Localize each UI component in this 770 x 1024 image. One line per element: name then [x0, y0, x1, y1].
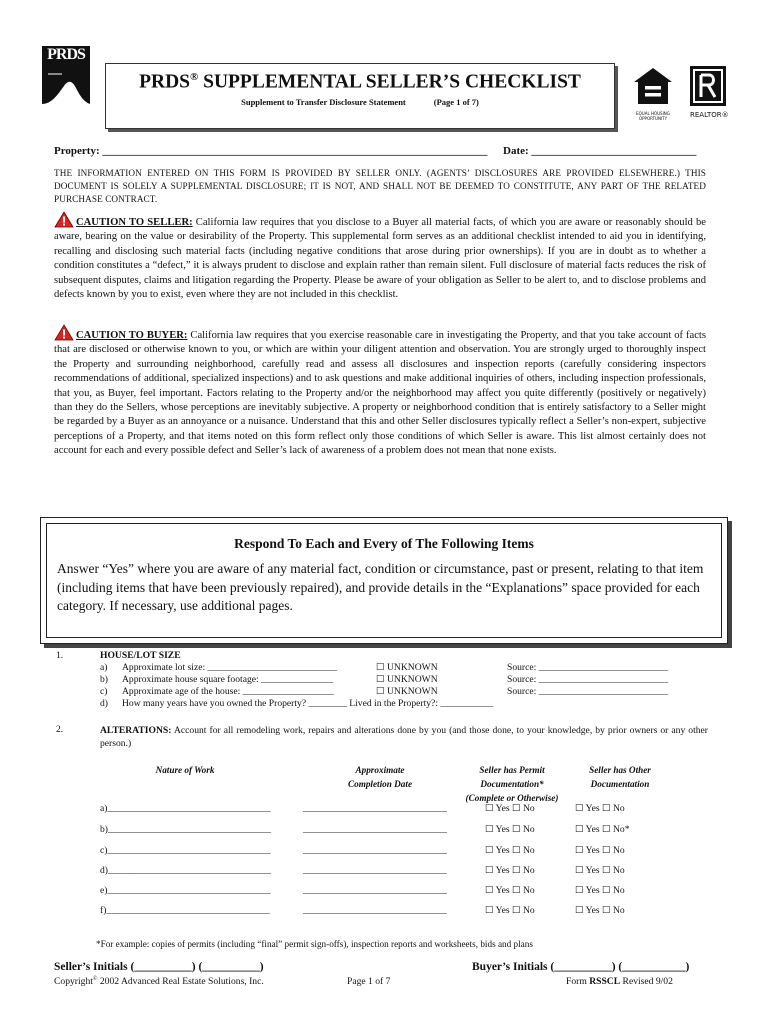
nature-of-work-field[interactable]: __________________________________: [107, 845, 271, 856]
lot-size-field[interactable]: Approximate lot size: ___________________________: [122, 662, 338, 673]
respond-title: Respond To Each and Every of The Following Items: [234, 536, 534, 551]
house-age-source-field[interactable]: Source: ___________________________: [507, 686, 669, 697]
page-subtitle: Supplement to Transfer Disclosure Statement (Page 1 of 7): [241, 97, 479, 107]
col-permit-documentation: Seller has Permit Documentation* (Complete or Otherwise): [465, 765, 559, 803]
other-doc-yes-no-checkbox[interactable]: ☐ Yes ☐ No*: [575, 824, 630, 835]
section-2-number: 2.: [56, 724, 64, 735]
other-doc-yes-no-checkbox[interactable]: ☐ Yes ☐ No: [575, 803, 625, 814]
copyright-notice: Copyright© 2002 Advanced Real Estate Solutions, Inc.: [54, 976, 264, 988]
section-1-row-c-letter: c): [100, 686, 108, 697]
completion-date-field[interactable]: ______________________________: [303, 885, 447, 896]
col-other-documentation: Seller has Other Documentation: [589, 765, 651, 789]
date-field[interactable]: Date: ______________________________: [503, 145, 697, 157]
respond-text: Answer “Yes” where you are aware of any material fact, condition or circumstance, past or present, relating to that item (including items that have been previously repaired), and provide details in the “Explanations” space provided for each category. If necessary, use additional pages.: [57, 561, 704, 613]
caution-buyer-text: California law requires that you exercise reasonable care in investigating the Property, and that you take account of facts that are disclosed or otherwise known to you, or which are within your diligent attention and observation. You are strongly urged to thoroughly inspect the Property and surrounding neighborhood, carefully read and assess all disclosures and inspection reports (carefully considering inspectors recommendations of additional, specialized inspections) and to ask questions and make additional inquiries of others, including inspection professionals, that you, as Buyer, feel important. Factors relating to the Property and/or the neighborhood may affect you quite differently (positively or negatively) than they do the Sellers, whose perceptions are inevitably subjective. A property or neighborhood condition that is entirely satisfactory to a Seller might be regarded by a Buyer as an annoyance or a nuisance. Understand that this and other Seller disclosures typically reflect a Seller’s non-expert, subjective perceptions of a Property, and that items noted on this form reflect only those conditions of which Seller is aware. This list almost certainly does not account for each and every possible defect and Seller’s lack of awareness of a problem does not mean that none exists.: [54, 330, 706, 457]
nature-of-work-field[interactable]: __________________________________: [108, 865, 272, 876]
alteration-row-d: d)__________________________________: [100, 865, 272, 876]
caution-seller-lead: CAUTION TO SELLER:: [76, 217, 193, 228]
completion-date-field[interactable]: ______________________________: [303, 845, 447, 856]
permit-yes-no-checkbox[interactable]: ☐ Yes ☐ No: [485, 845, 535, 856]
alterations-footnote: *For example: copies of permits (including “final” permit sign-offs), inspection reports and worksheets, bids and plans: [96, 939, 533, 949]
realtor-logo: REALTOR®: [690, 66, 734, 118]
alteration-row-f: f)__________________________________: [100, 905, 270, 916]
nature-of-work-field[interactable]: __________________________________: [106, 905, 270, 916]
logo-mountain-graphic: [42, 64, 90, 118]
seller-initials-field[interactable]: Seller’s Initials (__________) (__________): [54, 961, 264, 973]
col-completion-date: Approximate Completion Date: [347, 765, 413, 789]
house-sqft-field[interactable]: Approximate house square footage: _______________: [122, 674, 334, 685]
buyer-initials-field[interactable]: Buyer’s Initials (__________) (___________): [472, 961, 690, 973]
intro-disclaimer: THE INFORMATION ENTERED ON THIS FORM IS PROVIDED BY SELLER ONLY. (AGENTS’ DISCLOSURES ARE PROVIDED ELSEWHERE.) THIS DOCUMENT IS SOLELY A SUPPLEMENTAL DISCLOSURE; IT IS NOT, AND SHALL NOT BE DEEMED TO CONSTITUTE, ANY PART OF THE RELATED PURCHASE CONTRACT.: [54, 168, 706, 204]
page-number: Page 1 of 7: [347, 976, 391, 987]
permit-yes-no-checkbox[interactable]: ☐ Yes ☐ No: [485, 824, 535, 835]
section-2-intro: ALTERATIONS: Account for all remodeling work, repairs and alterations done by you (and those done, to your knowledge, by prior owners or any other person.): [100, 725, 708, 749]
section-1-row-a-letter: a): [100, 662, 108, 673]
permit-yes-no-checkbox[interactable]: ☐ Yes ☐ No: [485, 905, 535, 916]
caution-seller-text: California law requires that you disclose to a Buyer all material facts, of which you are aware or reasonably should be aware, bearing on the value or desirability of the Property. This supplemental form serves as an additional checklist intended to aid you in identifying, recalling and disclosing such material facts (including negative conditions that arose during prior ownerships). If you are in doubt as to whether a condition constitutes a “defect,” it is always prudent to disclose and explain rather than remain silent. Full disclosure of material facts reduces the risk of subsequent disputes, claims and litigation regarding the Property. Please be aware of your obligation as Seller to be alert to, and to disclose problems and defects known by you to exist, even where they are not included in this checklist.: [54, 217, 706, 301]
permit-yes-no-checkbox[interactable]: ☐ Yes ☐ No: [485, 803, 535, 814]
warning-icon: [54, 211, 74, 228]
title-box: [105, 63, 615, 129]
caution-to-buyer: [54, 324, 706, 459]
nature-of-work-field[interactable]: __________________________________: [107, 885, 271, 896]
nature-of-work-field[interactable]: __________________________________: [108, 824, 272, 835]
section-1-row-d-letter: d): [100, 698, 108, 709]
nature-of-work-field[interactable]: __________________________________: [107, 803, 271, 814]
section-1-title: HOUSE/LOT SIZE: [100, 650, 181, 661]
equal-housing-logo: EQUAL HOUSING OPPORTUNITY: [632, 66, 674, 118]
alteration-row-b: b)__________________________________: [100, 824, 272, 835]
permit-yes-no-checkbox[interactable]: ☐ Yes ☐ No: [485, 885, 535, 896]
property-field[interactable]: Property: ______________________________________________________________________: [54, 145, 488, 157]
completion-date-field[interactable]: ______________________________: [303, 865, 447, 876]
other-doc-yes-no-checkbox[interactable]: ☐ Yes ☐ No: [575, 845, 625, 856]
section-1-row-b-letter: b): [100, 674, 108, 685]
house-age-unknown-checkbox[interactable]: ☐ UNKNOWN: [376, 686, 438, 697]
completion-date-field[interactable]: ______________________________: [303, 905, 447, 916]
other-doc-yes-no-checkbox[interactable]: ☐ Yes ☐ No: [575, 905, 625, 916]
logo-text: PRDS: [47, 46, 85, 63]
house-sqft-unknown-checkbox[interactable]: ☐ UNKNOWN: [376, 674, 438, 685]
completion-date-field[interactable]: ______________________________: [303, 824, 447, 835]
alteration-row-c: c)__________________________________: [100, 845, 271, 856]
warning-icon: [54, 324, 74, 341]
page-title: PRDS® SUPPLEMENTAL SELLER’S CHECKLIST: [139, 71, 581, 93]
lot-size-source-field[interactable]: Source: ___________________________: [507, 662, 669, 673]
house-sqft-source-field[interactable]: Source: ___________________________: [507, 674, 669, 685]
other-doc-yes-no-checkbox[interactable]: ☐ Yes ☐ No: [575, 885, 625, 896]
respond-instructions-box: [40, 517, 728, 644]
caution-buyer-lead: CAUTION TO BUYER:: [76, 330, 188, 341]
lot-size-unknown-checkbox[interactable]: ☐ UNKNOWN: [376, 662, 438, 673]
form-revision: Form RSSCL Revised 9/02: [566, 976, 673, 987]
prds-logo: [42, 46, 90, 118]
completion-date-field[interactable]: ______________________________: [303, 803, 447, 814]
other-doc-yes-no-checkbox[interactable]: ☐ Yes ☐ No: [575, 865, 625, 876]
house-age-field[interactable]: Approximate age of the house: ___________________: [122, 686, 334, 697]
permit-yes-no-checkbox[interactable]: ☐ Yes ☐ No: [485, 865, 535, 876]
alteration-row-e: e)__________________________________: [100, 885, 271, 896]
col-nature-of-work: Nature of Work: [155, 765, 215, 775]
alteration-row-a: a)__________________________________: [100, 803, 271, 814]
caution-to-seller: [54, 211, 706, 302]
years-owned-field[interactable]: How many years have you owned the Property? ________ Lived in the Property?: ___________: [122, 698, 494, 709]
section-1-number: 1.: [56, 650, 64, 661]
